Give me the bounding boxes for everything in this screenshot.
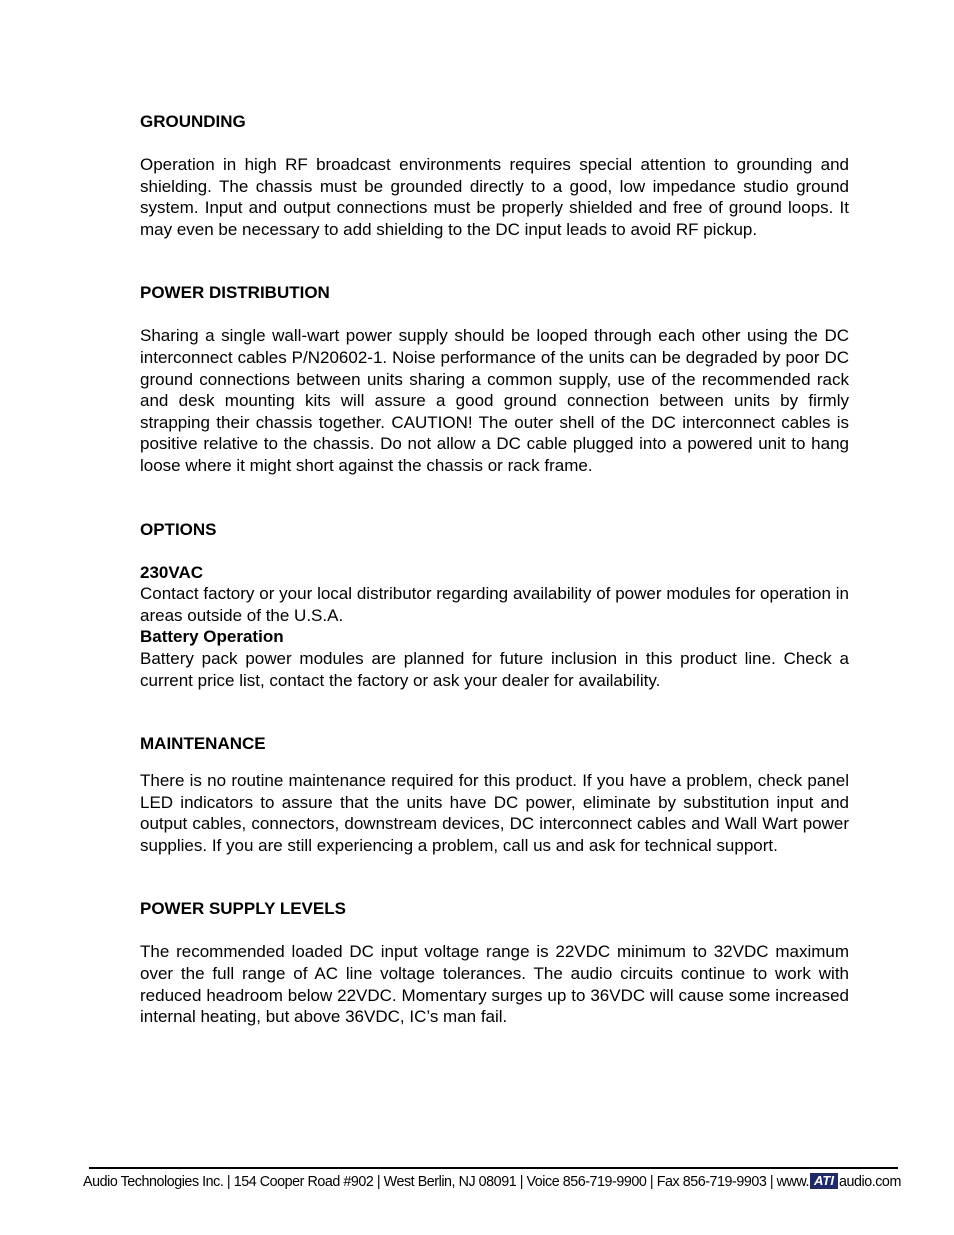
section-body-power-supply-levels: The recommended loaded DC input voltage range is 22VDC minimum to 32VDC maximum over the full range of AC line voltage tolerances. The audio circuits continue to work with reduced headroom below 22VDC. Momentary surges up to 36VDC will cause some increased internal heating, but above 36VDC, IC’s man fail. <box>140 942 849 1027</box>
section-body-maintenance: There is no routine maintenance required for this product. If you have a problem, check panel LED indicators to assure that the units have DC power, eliminate by substitution input and output cables, connectors, downstream devices, DC interconnect cables and Wall Wart power supplies. If you are still experiencing a problem, call us and ask for technical support. <box>140 771 849 855</box>
section-body-grounding: Operation in high RF broadcast environments requires special attention to grounding and shielding. The chassis must be grounded directly to a good, low impedance studio ground system. Input and output connections must be properly shielded and free of ground loops. It may even be necessary to add shielding to the DC input leads to avoid RF pickup. <box>140 155 849 239</box>
ati-logo: ATI <box>810 1173 838 1189</box>
subheading-230vac: 230VAC <box>140 562 203 582</box>
section-heading-grounding: GROUNDING <box>140 112 246 131</box>
footer-url-suffix: audio.com <box>838 1174 901 1190</box>
document-body <box>140 111 849 1028</box>
footer-divider <box>89 1167 898 1169</box>
section-heading-power-supply-levels: POWER SUPPLY LEVELS <box>140 899 346 919</box>
body-battery-operation: Battery pack power modules are planned for future inclusion in this product line. Check a current price list, contact the factory or ask your dealer for availability. <box>140 648 849 690</box>
section-body-power-distribution: Sharing a single wall-wart power supply should be looped through each other using the DC interconnect cables P/N20602-1. Noise performance of the units can be degraded by poor DC ground connections between units sharing a common supply, use of the recommended rack and desk mounting kits will assure a good ground connection between units by firmly strapping their chassis together. CAUTION! The outer shell of the DC interconnect cables is positive relative to the chassis. Do not allow a DC cable plugged into a powered unit to hang loose where it might short against the chassis or rack frame. <box>140 326 849 475</box>
footer-address: Audio Technologies Inc. | 154 Cooper Road #902 | West Berlin, NJ 08091 | Voice 856-719-9900 | Fax 856-719-9903 | www. <box>83 1174 809 1190</box>
section-heading-power-distribution: POWER DISTRIBUTION <box>140 283 330 303</box>
section-heading-maintenance: MAINTENANCE <box>140 734 266 754</box>
section-heading-options: OPTIONS <box>140 519 217 539</box>
subheading-battery-operation: Battery Operation <box>140 627 284 647</box>
page-footer <box>83 1172 913 1192</box>
body-230vac: Contact factory or your local distributor regarding availability of power modules for operation in areas outside of the U.S.A. <box>140 584 849 625</box>
